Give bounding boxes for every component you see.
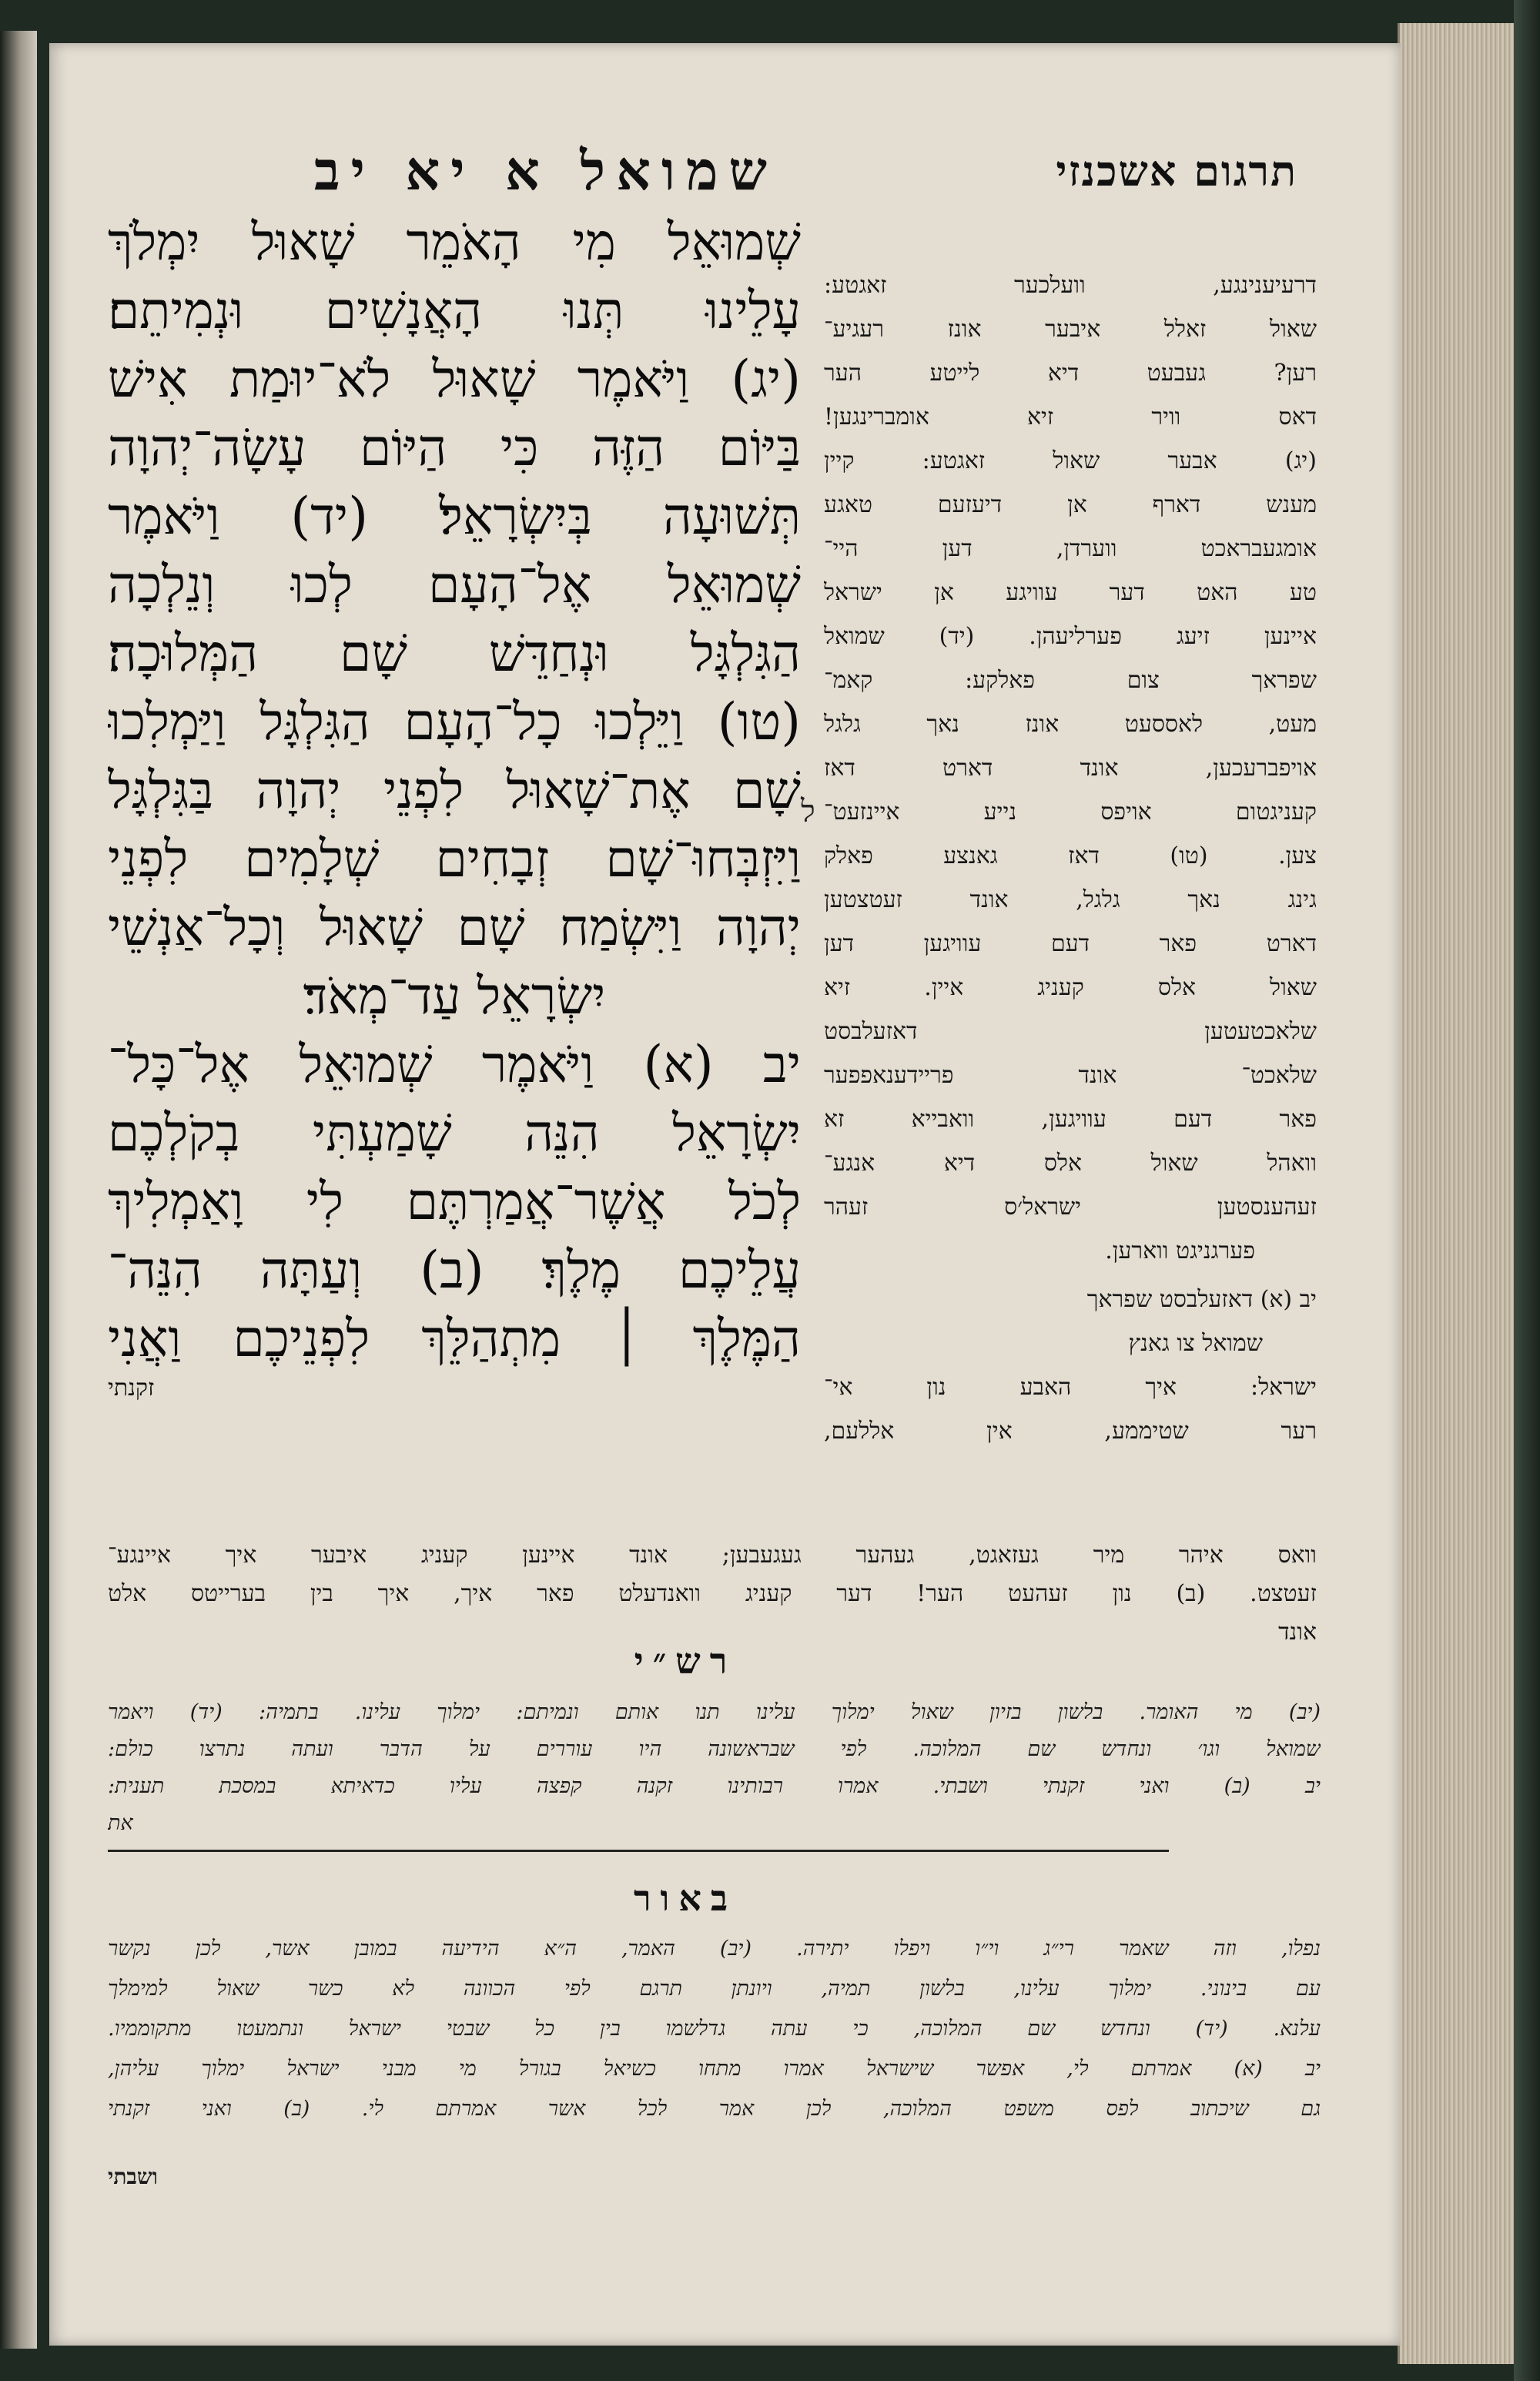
beur-commentary <box>108 1929 1321 2137</box>
targum-line: שלאכט־ אונד פריידענאפפער <box>824 1062 1317 1089</box>
rashi-line: יב (ב) ואני זקנתי ושבתי. אמרו רבותינו זקנה קפצה עליו כדאיתא במסכת תענית: <box>108 1774 1321 1798</box>
beur-line: גם שיכתוב לפס משפט המלוכה, לכן אמר לכל אשר אמרתם לי. (ב) ואני זקנתי <box>108 2097 1321 2121</box>
targum-line: אויפברעכען, אונד דארט דאז <box>824 755 1317 782</box>
main-text-line: יִשְׂרָאֵל הִנֵּה שָׁמַעְתִּי בְקֹלְכֶם <box>108 1103 801 1163</box>
beur-heading: באור <box>633 1877 738 1919</box>
targum-line: וואהל שאול אלס דיא אנגע־ <box>824 1150 1317 1177</box>
rashi-line: (יב) מי האומר. בלשון בזיון שאול ימלוך עלינו תנו אותם ונמיתם: ימלוך עלינו. בתמיה: (יד) ויאמר <box>108 1700 1321 1724</box>
targum-line: דאס וויר זיא אומברינגען! <box>824 404 1317 430</box>
targum-line: יב (א) דאזעלבסט שפראך <box>1086 1286 1317 1313</box>
beur-line: עלנא. (יד) ונחדש שם המלוכה, כי עתה גדלשמו בין כל שבטי ישראל ונתמעטו מתקוממיו. <box>108 2017 1321 2041</box>
targum-line: שפראך צום פאלקע: קאמ־ <box>824 667 1317 694</box>
main-text-line: עֲלֵיכֶם מֶלֶךְ׃ (ב) וְעַתָּה הִנֵּה־ <box>108 1241 801 1300</box>
targum-line: שמואל צו גאנץ <box>1128 1330 1263 1357</box>
targum-line: אומגעבראכט ווערדן, דען היי־ <box>824 535 1317 562</box>
targum-column-title: תרגום אשכנזי <box>1056 146 1297 196</box>
targum-line: דארט פאר דעם עוויגען דען <box>824 930 1317 957</box>
targum-wide-line: אונד <box>1278 1619 1317 1646</box>
rashi-commentary <box>108 1694 1321 1864</box>
section-divider-rule <box>108 1850 1169 1852</box>
left-page-edge <box>0 31 37 2349</box>
main-text-line: הַמֶּלֶךְ ׀ מִתְהַלֵּךְ לִפְנֵיכֶם וַאֲנִי <box>108 1309 801 1368</box>
hebrew-main-text <box>108 208 801 1625</box>
footer-catchword: ושבתי <box>108 2164 158 2189</box>
targum-line: שאול אלס קעניג איין. זיא <box>824 974 1317 1001</box>
beur-line: עם בינוני. ימלוך עלינו, בלשון תמיה, ויונתן תרגם לפי הכוונה לא כשר שאול למימלך <box>108 1977 1321 2001</box>
main-text-line: שְׁמוּאֵל מִי הָאֹמֵר שָׁאוּל יִמְלֹךְ <box>108 213 801 272</box>
targum-line: גינג נאך גלגל, אונד זעטצטען <box>824 886 1317 913</box>
main-text-line: (טו) וַיֵּלְכוּ כָל־הָעָם הַגִּלְגָּל וַיַּמְלִכוּ <box>108 692 801 752</box>
yiddish-translation-column <box>824 263 1317 1634</box>
targum-line: דרעיענינגע, וועלכער זאגטע: <box>824 272 1317 299</box>
targum-line: שלאכטעטען דאזעלבסט <box>824 1018 1317 1045</box>
main-text-line: (יג) וַיֹּאמֶר שָׁאוּל לֹא־יוּמַת אִישׁ <box>108 350 801 409</box>
main-text-line: הַגִּלְגָּל וּנְחַדֵּשׁ שָׁם הַמְּלוּכָה׃ <box>108 624 801 683</box>
main-text-line: עָלֵינוּ תְּנוּ הָאֲנָשִׁים וּנְמִיתֵם׃ <box>108 281 801 340</box>
targum-line: רען? געבעט דיא לייטע הער <box>824 360 1317 387</box>
beur-line: יב (א) אמרתם לי, אפשר שישראל אמרו מתחו כשיאל בגורל מי מבני ישראל ימלוך עליהן, <box>108 2057 1321 2081</box>
main-catchword: זקנתי <box>108 1375 155 1401</box>
targum-line: איינען זיעג פערליעהן. (יד) שמואל <box>824 623 1317 650</box>
main-text-line: שְׁמוּאֵל אֶל־הָעָם לְכוּ וְנֵלְכָה <box>108 555 801 615</box>
margin-mark: ל <box>801 794 815 829</box>
main-text-line: לְכֹל אֲשֶׁר־אֲמַרְתֶּם לִי וָאַמְלִיךְ <box>108 1172 801 1231</box>
rashi-line: את <box>108 1811 133 1835</box>
main-text-line: יְהוָה וַיִּשְׂמַח שָׁם שָׁאוּל וְכָל־אַנְשֵׁי <box>108 898 801 957</box>
targum-line: ישראל: איך האבע נון אי־ <box>824 1374 1317 1401</box>
rashi-heading: רש״י <box>634 1640 737 1682</box>
targum-line: מעט, לאססעט אונז נאך גלגל <box>824 711 1317 738</box>
main-text-line: תְּשׁוּעָה בְּיִשְׂרָאֵל׃ (יד) וַיֹּאמֶר <box>108 487 801 546</box>
targum-line: שאול זאלל איבער אונז רעגיע־ <box>824 316 1317 343</box>
main-text-line: בַּיּוֹם הַזֶּה כִּי הַיּוֹם עָשָׂה־יְהוָה <box>108 418 801 477</box>
targum-line: רער שטיממע, אין אללעם, <box>824 1418 1317 1445</box>
targum-wide-line: וואס איהר מיר געזאגט, געהער געגעבען; אונד איינען קעניג איבער איך איינגע־ <box>108 1542 1317 1569</box>
main-text-line: וַיִּזְבְּחוּ־שָׁם זְבָחִים שְׁלָמִים לִפְנֵי <box>108 829 801 889</box>
targum-line: טע האט דער עוויגע אן ישראל <box>824 579 1317 606</box>
targum-wide-line: זעטצט. (ב) נון זעהעט הער! דער קעניג וואנדעלט פאר איך, איך בין בערייטס אלט <box>108 1580 1317 1607</box>
running-head-book-chapter: שמואל א יא יב <box>313 139 778 203</box>
rashi-line: שמואל וגו׳ ונחדש שם המלוכה. לפי שבראשונה היו עוררים על הדבר ועתה נתרצו כולם: <box>108 1737 1321 1761</box>
targum-line: פאר דעם עוויגען, וואבייא זא <box>824 1106 1317 1133</box>
targum-line: פערגניגט ווארען. <box>1105 1237 1255 1264</box>
beur-line: נפלו, וזה שאמר רי״ג וי״ו ויפלו יתירה. (יב) האמר, ה״א הידיעה במובן אשר, לכן נקשר <box>108 1937 1321 1961</box>
targum-line: מענש דארף אן דיעזעם טאגע <box>824 491 1317 518</box>
targum-line: (יג) אבער שאול זאגטע: קיין <box>824 447 1317 474</box>
main-text-line: יב (א) וַיֹּאמֶר שְׁמוּאֵל אֶל־כָּל־ <box>108 1035 801 1094</box>
main-text-line: שָׁם אֶת־שָׁאוּל לִפְנֵי יְהוָה בַּגִּלְגָּל <box>108 761 801 820</box>
targum-line: צען. (טו) דאז גאנצע פאלק <box>824 842 1317 869</box>
book-fore-edge <box>1398 23 1515 2364</box>
book-cover-edge <box>1514 0 1540 2381</box>
targum-line: קעניגטום אויפס נייע איינזעט־ <box>824 799 1317 825</box>
targum-full-width <box>108 1536 1317 1652</box>
targum-line: זעהענסטען ישראל׳ס זעהר <box>824 1194 1317 1221</box>
main-text-line: יִשְׂרָאֵל עַד־מְאֹד׃ <box>303 966 606 1026</box>
